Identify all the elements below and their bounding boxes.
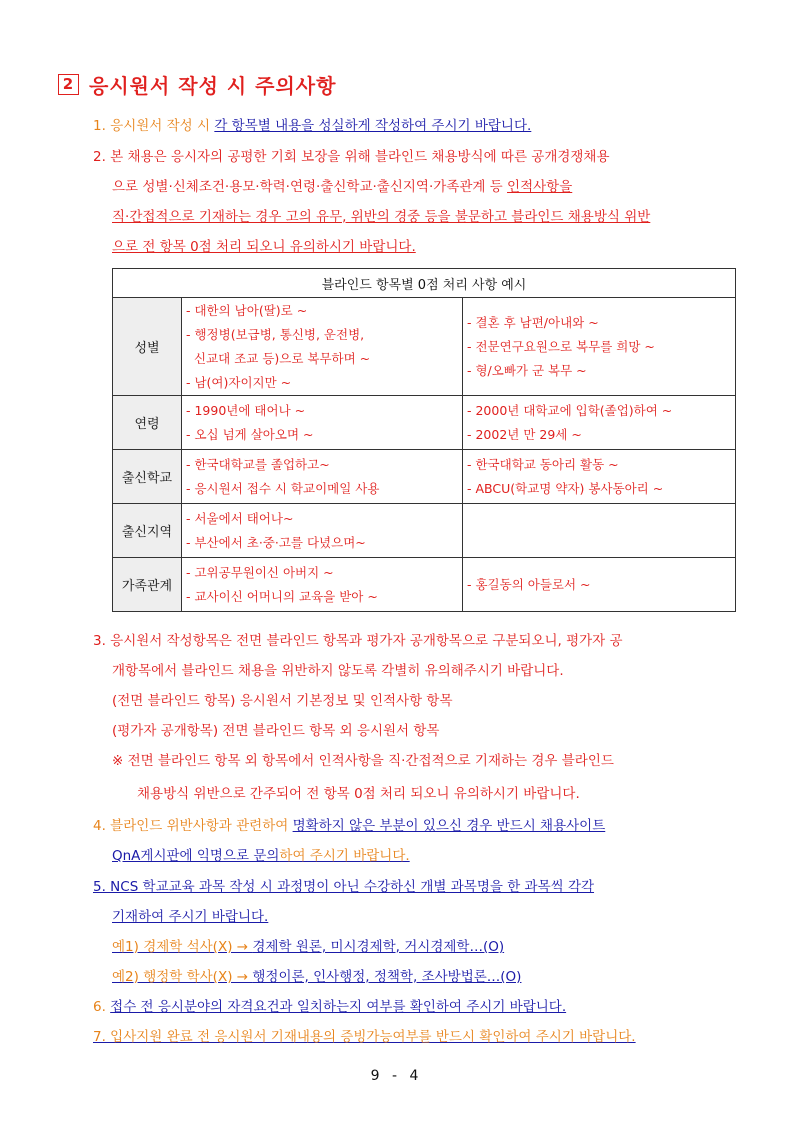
item-6 [93,998,566,1016]
example-text: - 행정병(보급병, 통신병, 운전병, [186,326,365,342]
table-row-family [113,558,736,612]
table-row-school [113,450,736,504]
example-text: - 교사이신 어머니의 교육을 받아 ~ [186,588,378,604]
item-3-line-3: (전면 블라인드 항목) 응시원서 기본정보 및 인적사항 항목 [112,693,453,709]
table-row-region [113,504,736,558]
row-category: 연령 [113,396,182,450]
table-header: 블라인드 항목별 0점 처리 사항 예시 [113,269,736,298]
item-3-line-1: 3. 응시원서 작성항목은 전면 블라인드 항목과 평가자 공개항목으로 구분되오니, 평가자 공 [93,633,623,649]
example-text: - 부산에서 초·중·고를 다녔으며~ [186,534,366,550]
item-1 [93,117,531,135]
section-heading [58,70,336,99]
example-text: - 홍길동의 아들로서 ~ [467,576,591,592]
blind-example-table [112,268,736,612]
example-1-prefix: 예1) 경제학 석사(X) → [112,939,253,955]
item-2-line-3: 직·간접적으로 기재하는 경우 고의 유무, 위반의 경중 등을 불문하고 블라인드 채용방식 위반 [112,209,651,225]
example-text: - 결혼 후 남편/아내와 ~ [467,314,599,330]
example-2-text: 행정이론, 인사행정, 정책학, 조사방법론…(O) [252,969,522,985]
item-5-line-2: 기재하여 주시기 바랍니다. [112,909,269,925]
example-text: 신교대 조교 등)으로 복무하며 ~ [194,350,371,366]
item-2-line-2a: 으로 성별·신체조건·용모·학력·연령·출신학교·출신지역·가족관계 등 [112,179,508,195]
row-category: 성별 [113,298,182,396]
item-3-line-6: 채용방식 위반으로 간주되어 전 항목 0점 처리 되오니 유의하시기 바랍니다. [137,786,580,802]
item-5-example-2 [112,968,521,986]
item-4-line-2 [112,847,410,865]
row-category: 가족관계 [113,558,182,612]
example-text: - ABCU(학교명 약자) 봉사동아리 ~ [467,480,664,496]
table-row-gender [113,298,736,396]
item-4-part-d: 하여 주시기 바랍니다. [279,848,410,864]
item-4-part-a: 블라인드 위반사항과 관련하여 [110,818,293,834]
row-category: 출신학교 [113,450,182,504]
item-7: 7. 입사지원 완료 전 응시원서 기재내용의 증빙가능여부를 반드시 확인하여 주시기 바랍니다. [93,1029,636,1045]
example-text: - 서울에서 태어나~ [186,510,294,526]
example-text: - 남(여)자이지만 ~ [186,374,292,390]
example-text: - 형/오빠가 군 복무 ~ [467,362,587,378]
example-text: - 1990년에 태어나 ~ [186,402,306,418]
item-2-line-4: 으로 전 항목 0점 처리 되오니 유의하시기 바랍니다. [112,239,416,255]
row-category: 출신지역 [113,504,182,558]
section-title: 응시원서 작성 시 주의사항 [89,74,337,98]
example-1-text: 경제학 원론, 미시경제학, 거시경제학…(O) [252,939,505,955]
item-5-line-1: 5. NCS 학교교육 과목 작성 시 과정명이 아닌 수강하신 개별 과목명을 한 과목씩 각각 [93,879,595,895]
item-3-line-2: 개항목에서 블라인드 채용을 위반하지 않도록 각별히 유의해주시기 바랍니다. [112,663,564,679]
item-3-line-4: (평가자 공개항목) 전면 블라인드 항목 외 응시원서 항목 [112,723,440,739]
item-2-line-2b: 인적사항을 [507,179,573,195]
item-4-part-b: 명확하지 않은 부분이 있으신 경우 반드시 채용사이트 [292,818,606,834]
item-6-prefix: 6. [93,999,111,1015]
example-text: - 한국대학교를 졸업하고~ [186,456,330,472]
example-text: - 전문연구요원으로 복무를 희망 ~ [467,338,655,354]
item-1-text: 각 항목별 내용을 성실하게 작성하여 주시기 바랍니다. [214,118,532,134]
example-text: - 한국대학교 동아리 활동 ~ [467,456,619,472]
table-row-age [113,396,736,450]
item-3-line-5: ※ 전면 블라인드 항목 외 항목에서 인적사항을 직·간접적으로 기재하는 경우 블라인드 [112,753,614,769]
item-2-line-2 [112,178,572,196]
example-text: - 대한의 남아(딸)로 ~ [186,302,308,318]
item-6-text: 접수 전 응시분야의 자격요건과 일치하는지 여부를 확인하여 주시기 바랍니다. [110,999,567,1015]
item-2-line-1: 2. 본 채용은 응시자의 공평한 기회 보장을 위해 블라인드 채용방식에 따른 공개경쟁채용 [93,149,610,165]
item-4-prefix: 4. [93,818,111,834]
item-1-prefix: 1. 응시원서 작성 시 [93,118,215,134]
item-4-line-1 [93,817,605,835]
item-4-part-c: QnA게시판에 익명으로 문의 [112,848,280,864]
example-text: - 고위공무원이신 아버지 ~ [186,564,334,580]
example-text: - 2000년 대학교에 입학(졸업)하여 ~ [467,402,673,418]
item-5-example-1 [112,938,504,956]
example-text: - 오십 넘게 살아오며 ~ [186,426,314,442]
section-number-box: 2 [58,74,79,95]
page-number: 9 - 4 [370,1068,423,1084]
example-text: - 응시원서 접수 시 학교이메일 사용 [186,480,380,496]
example-2-prefix: 예2) 행정학 학사(X) → [112,969,253,985]
example-text: - 2002년 만 29세 ~ [467,426,582,442]
